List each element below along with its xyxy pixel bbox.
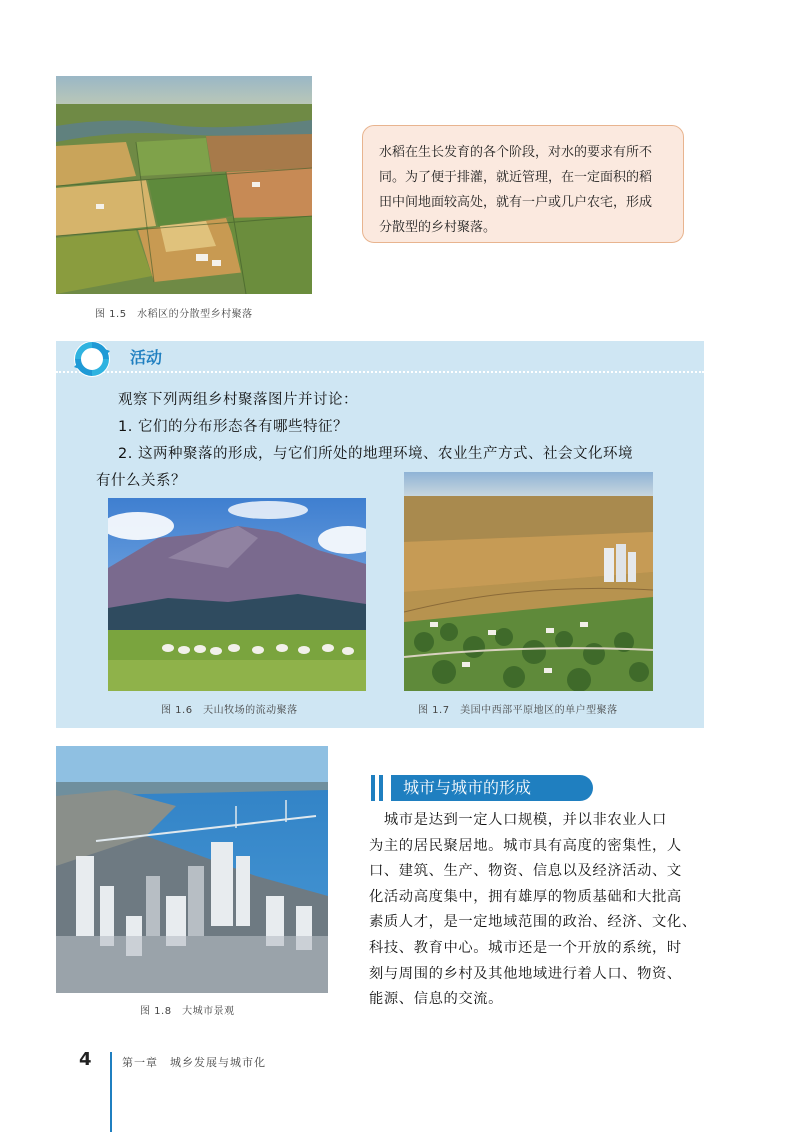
activity-intro: 观察下列两组乡村聚落图片并讨论：: [118, 392, 358, 408]
figure-1-7-caption: 图 1.7 美国中西部平原地区的单户型聚落: [418, 705, 618, 716]
section-heading-bars-icon: [371, 775, 387, 801]
paragraph-line: 能源、信息的交流。: [369, 991, 504, 1008]
paragraph-line: 为主的居民聚居地。城市具有高度的密集性，人: [369, 837, 682, 854]
activity-question-1: 1. 它们的分布形态各有哪些特征？: [118, 419, 348, 435]
paragraph-line: 口、建筑、生产、物资、信息以及经济活动、文: [369, 863, 682, 880]
paragraph-line: 科技、教育中心。城市还是一个开放的系统，时: [369, 939, 682, 956]
activity-title: 活动: [130, 348, 163, 367]
activity-question-2-line-2: 有什么关系？: [96, 473, 186, 489]
activity-panel: [56, 341, 704, 728]
figure-1-6-image: [108, 498, 366, 691]
note-line: 同。为了便于排灌，就近管理，在一定面积的稻: [379, 170, 653, 185]
note-line: 分散型的乡村聚落。: [379, 220, 497, 235]
section-heading: 城市与城市的形成: [391, 775, 593, 801]
callout-note: [362, 125, 684, 243]
figure-1-8-image: [56, 746, 328, 993]
figure-1-7-image: [404, 472, 653, 691]
activity-header: [56, 341, 704, 373]
cycle-arrows-icon: [72, 339, 112, 379]
figure-1-5-image: [56, 76, 312, 294]
paragraph-line: 城市是达到一定人口规模，并以非农业人口: [369, 812, 667, 828]
activity-question-2-line-1: 2. 这两种聚落的形成，与它们所处的地理环境、农业生产方式、社会文化环境: [118, 446, 633, 462]
note-line: 水稻在生长发育的各个阶段，对水的要求有所不: [379, 145, 653, 160]
figure-1-5-caption: 图 1.5 水稻区的分散型乡村聚落: [95, 309, 253, 320]
paragraph-line: 刻与周围的乡村及其他地域进行着人口、物资、: [369, 965, 682, 982]
section-paragraph: [369, 808, 709, 1013]
paragraph-line: 素质人才，是一定地域范围的政治、经济、文化、: [369, 914, 697, 931]
note-line: 田中间地面较高处，就有一户或几户农宅，形成: [379, 195, 653, 210]
figure-1-6-caption: 图 1.6 天山牧场的流动聚落: [161, 705, 298, 716]
footer-divider: [110, 1052, 112, 1132]
chapter-title: 第一章 城乡发展与城市化: [122, 1056, 266, 1069]
figure-1-8-caption: 图 1.8 大城市景观: [140, 1006, 235, 1017]
paragraph-line: 化活动高度集中，拥有雄厚的物质基础和大批高: [369, 888, 682, 905]
page-number: 4: [79, 1049, 92, 1070]
